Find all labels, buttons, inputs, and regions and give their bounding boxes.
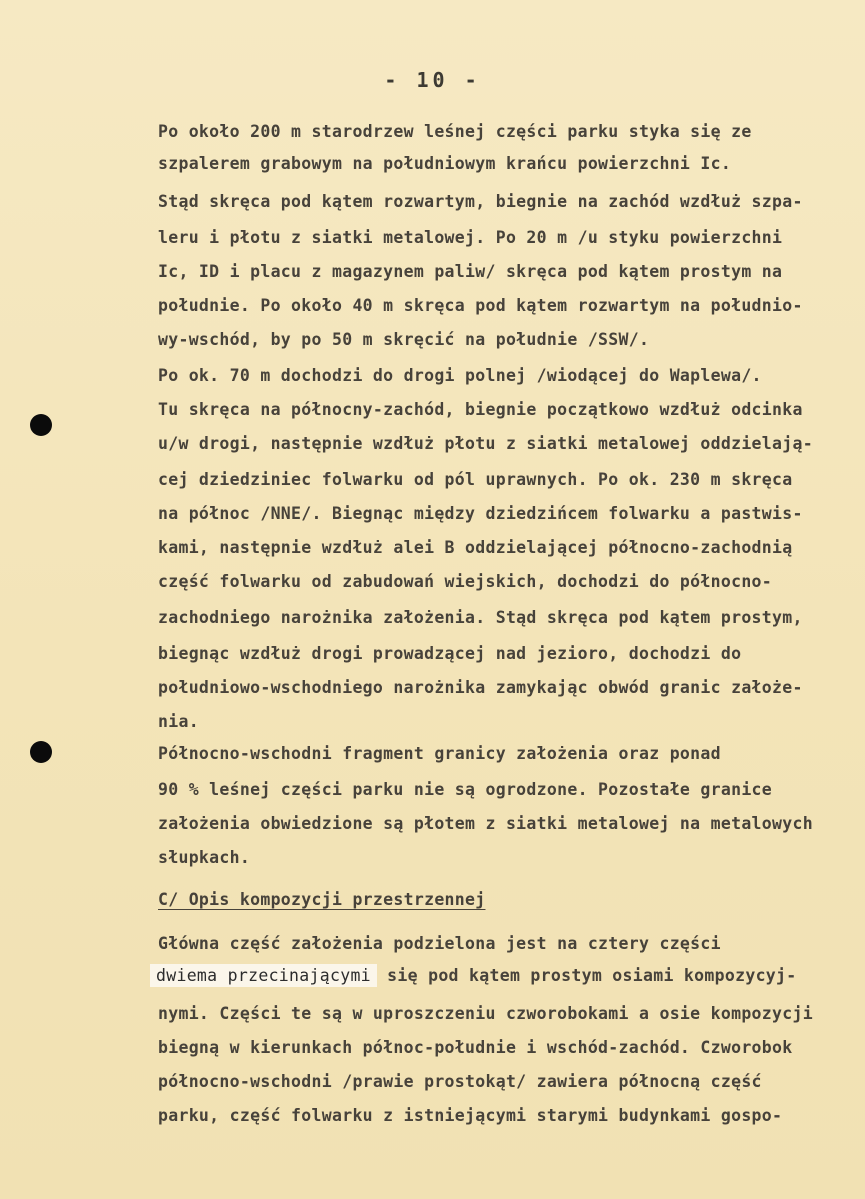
text-line: założenia obwiedzione są płotem z siatki metalowej na metalowych (158, 814, 813, 833)
punch-hole (30, 414, 52, 436)
text-line: południe. Po około 40 m skręca pod kątem rozwartym na południo- (158, 296, 803, 315)
text-line: nia. (158, 712, 199, 731)
text-line: część folwarku od zabudowań wiejskich, dochodzi do północno- (158, 572, 773, 591)
highlighted-text: dwiema przecinającymi (150, 964, 377, 987)
punch-hole (30, 741, 52, 763)
text-line: szpalerem grabowym na południowym krańcu powierzchni Ic. (158, 154, 732, 173)
text-line: Ic, ID i placu z magazynem paliw/ skręca pod kątem prostym na (158, 262, 783, 281)
text-line: kami, następnie wzdłuż alei B oddzielającej północno-zachodnią (158, 538, 793, 557)
text-line: południowo-wschodniego narożnika zamykając obwód granic założe- (158, 678, 803, 697)
text-line: nymi. Części te są w uproszczeniu czworobokami a osie kompozycji (158, 1004, 813, 1023)
text-line: zachodniego narożnika założenia. Stąd skręca pod kątem prostym, (158, 608, 803, 627)
text-line: Po ok. 70 m dochodzi do drogi polnej /wiodącej do Waplewa/. (158, 366, 762, 385)
text-line: wy-wschód, by po 50 m skręcić na południe /SSW/. (158, 330, 650, 349)
text-line: Tu skręca na północny-zachód, biegnie początkowo wzdłuż odcinka (158, 400, 803, 419)
text-line: na północ /NNE/. Biegnąc między dziedzińcem folwarku a pastwis- (158, 504, 803, 523)
text-line: biegnąc wzdłuż drogi prowadzącej nad jezioro, dochodzi do (158, 644, 742, 663)
text-line: Po około 200 m starodrzew leśnej części parku styka się ze (158, 122, 752, 141)
text-line: leru i płotu z siatki metalowej. Po 20 m /u styku powierzchni (158, 228, 783, 247)
text-line: słupkach. (158, 848, 251, 867)
text-line: północno-wschodni /prawie prostokąt/ zawiera północną część (158, 1072, 762, 1091)
text-line: cej dziedziniec folwarku od pól uprawnych. Po ok. 230 m skręca (158, 470, 793, 489)
text-line: Główna część założenia podzielona jest na cztery części (158, 934, 721, 953)
text-line: parku, część folwarku z istniejącymi starymi budynkami gospo- (158, 1106, 783, 1125)
text-line: u/w drogi, następnie wzdłuż płotu z siatki metalowej oddzielają- (158, 434, 813, 453)
section-heading: C/ Opis kompozycji przestrzennej (158, 890, 486, 909)
text-line (158, 966, 797, 985)
text-line: 90 % leśnej części parku nie są ogrodzone. Pozostałe granice (158, 780, 773, 799)
text-line: Stąd skręca pod kątem rozwartym, biegnie na zachód wzdłuż szpa- (158, 192, 803, 211)
page-number: - 10 - (384, 68, 481, 92)
text-line: Północno-wschodni fragment granicy założenia oraz ponad (158, 744, 721, 763)
text-fragment: się pod kątem prostym osiami kompozycyj- (376, 966, 797, 985)
text-line: biegną w kierunkach północ-południe i wschód-zachód. Czworobok (158, 1038, 793, 1057)
